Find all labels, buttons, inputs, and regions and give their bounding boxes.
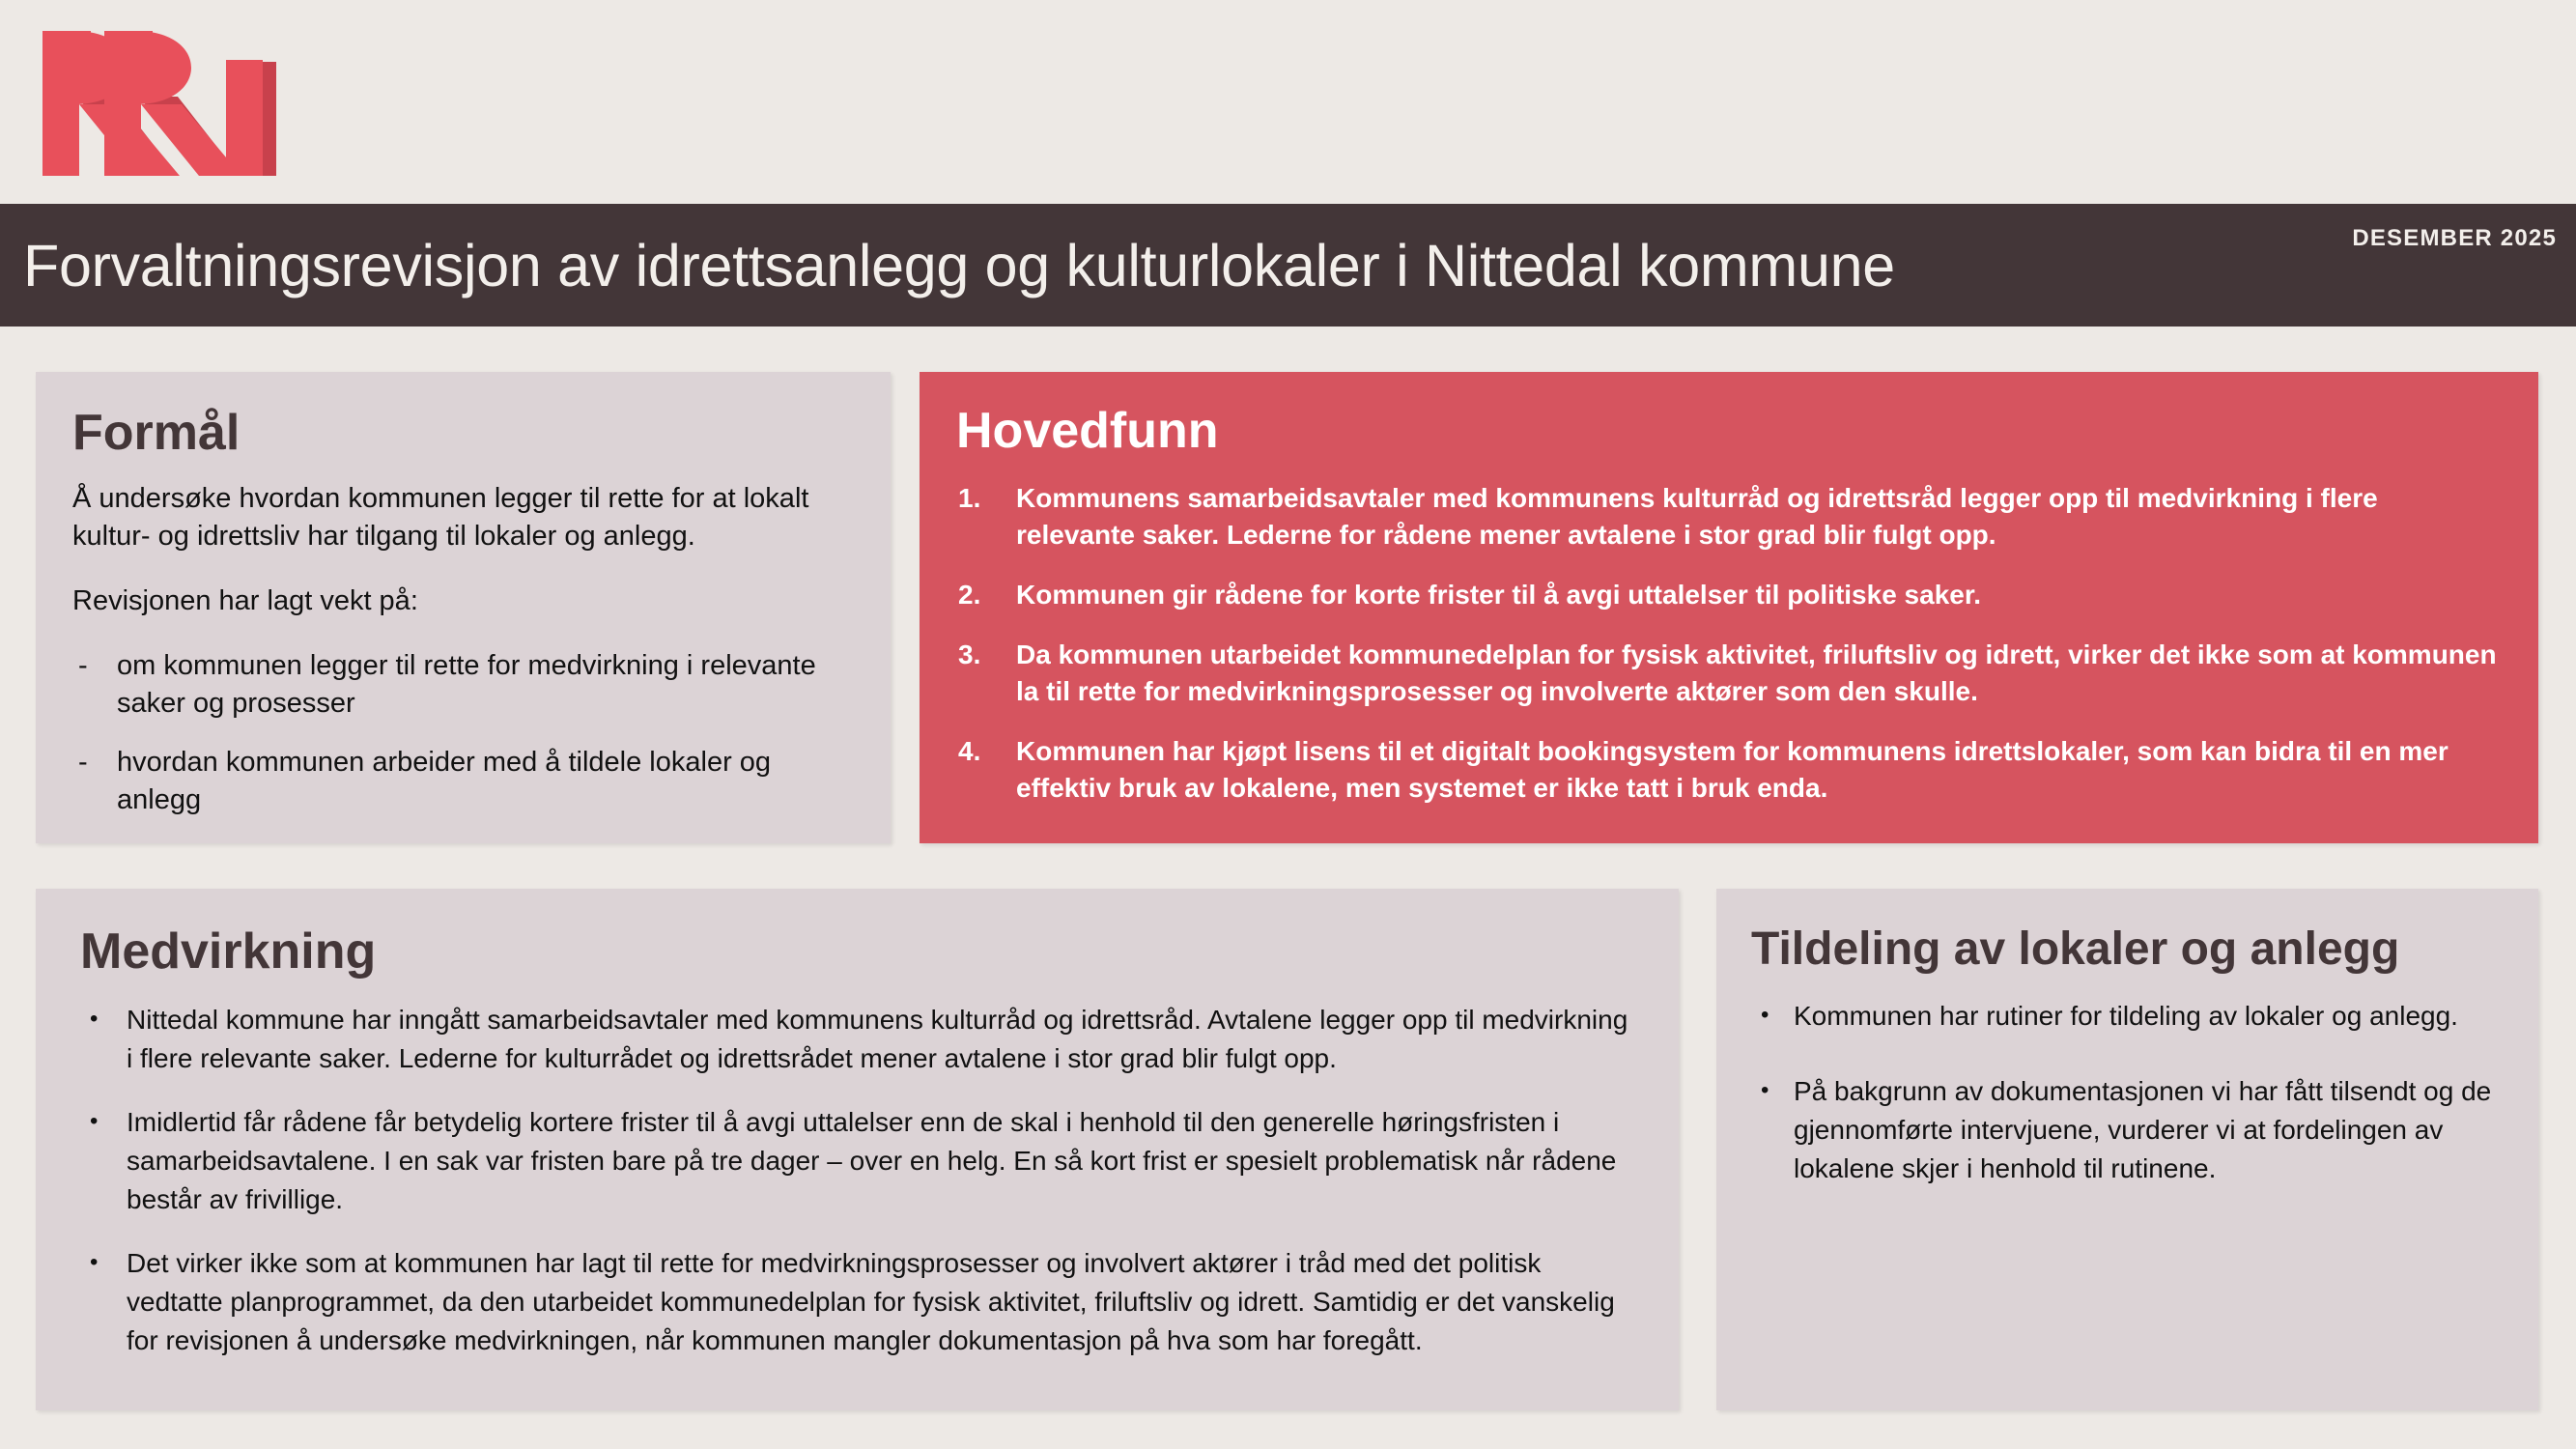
list-number: 2.	[958, 580, 981, 610]
list-item-text: På bakgrunn av dokumentasjonen vi har fått tilsendt og de gjennomførte intervjuene, vurderer vi at fordelingen av lokalene skjer i henhold til rutinene.	[1794, 1076, 2492, 1183]
hovedfunn-panel	[920, 372, 2538, 843]
bullet-marker: •	[90, 1108, 99, 1134]
list-item-text: om kommunen legger til rette for medvirkning i relevante saker og prosesser	[117, 650, 816, 719]
list-item-text: Kommunens samarbeidsavtaler med kommunens kulturråd og idrettsråd legger opp til medvirkning i flere relevante saker. Lederne for rådene mener avtalene i stor grad blir fulgt opp.	[1016, 483, 2378, 550]
hovedfunn-heading: Hovedfunn	[956, 403, 1219, 459]
formal-subintro: Revisjonen har lagt vekt på:	[72, 585, 418, 616]
list-number: 1.	[958, 483, 981, 513]
list-item-text: Imidlertid får rådene får betydelig kortere frister til å avgi uttalelser enn de skal i henhold til den generelle høringsfristen i samarbeidsavtalene. I en sak var fristen bare på tre dager – over en helg. En så kort frist er spesielt problematisk når rådene består av frivillige.	[127, 1107, 1617, 1214]
title-bar	[0, 204, 2576, 327]
formal-list	[72, 647, 854, 819]
list-item-text: Det virker ikke som at kommunen har lagt til rette for medvirkningsprosesser og involvert aktører i tråd med det politisk vedtatte planprogrammet, da den utarbeidet kommunedelplan for fysisk aktivitet, friluftsliv og idrett. Samtidig er det vanskelig for revisjonen å undersøke medvirkningen, når kommunen mangler dokumentasjon på hva som har foregått.	[127, 1248, 1615, 1355]
list-item-text: Da kommunen utarbeidet kommunedelplan for fysisk aktivitet, friluftsliv og idrett, virker det ikke som at kommunen la til rette for medvirkningsprosesser og involverte aktører som den skulle.	[1016, 639, 2497, 706]
formal-panel	[36, 372, 891, 843]
list-item	[956, 480, 2502, 554]
medvirkning-heading: Medvirkning	[80, 923, 377, 980]
rri-logo	[33, 21, 342, 185]
list-item	[1751, 997, 2500, 1036]
dash-marker: -	[78, 650, 88, 681]
list-item	[956, 577, 2502, 613]
medvirkning-panel	[36, 889, 1679, 1410]
list-item-text: hvordan kommunen arbeider med å tildele lokaler og anlegg	[117, 747, 772, 815]
list-item	[80, 1244, 1634, 1360]
medvirkning-list	[80, 1001, 1634, 1360]
list-item-text: Kommunen gir rådene for korte frister til å avgi uttalelser til politiske saker.	[1016, 580, 1981, 610]
bullet-marker: •	[1761, 1077, 1769, 1103]
list-item	[1751, 1072, 2500, 1188]
list-item-text: Nittedal kommune har inngått samarbeidsavtaler med kommunens kulturråd og idrettsråd. Avtalene legger opp til medvirkning i flere relevante saker. Lederne for kulturrådet og idrettsrådet mener avtalene i stor grad blir fulgt opp.	[127, 1005, 1628, 1073]
bullet-marker: •	[1761, 1002, 1769, 1028]
tildeling-list	[1751, 997, 2500, 1188]
dash-marker: -	[78, 747, 88, 778]
bullet-marker: •	[90, 1006, 99, 1032]
rri-logo-icon	[33, 21, 323, 181]
formal-intro: Å undersøke hvordan kommunen legger til rette for at lokalt kultur- og idrettsliv har tilgang til lokaler og anlegg.	[72, 483, 809, 552]
list-item	[72, 647, 854, 723]
tildeling-panel	[1716, 889, 2538, 1410]
list-item	[72, 744, 854, 819]
list-number: 4.	[958, 736, 981, 766]
hovedfunn-list	[956, 480, 2502, 807]
page-title: Forvaltningsrevisjon av idrettsanlegg og kulturlokaler i Nittedal kommune	[23, 233, 1895, 298]
list-item	[80, 1001, 1634, 1078]
list-item	[956, 733, 2502, 807]
list-item-text: Kommunen har kjøpt lisens til et digitalt bookingsystem for kommunens idrettslokaler, som kan bidra til en mer effektiv bruk av lokalene, men systemet er ikke tatt i bruk enda.	[1016, 736, 2449, 803]
list-item	[956, 637, 2502, 710]
formal-heading: Formål	[72, 405, 241, 461]
tildeling-heading: Tildeling av lokaler og anlegg	[1751, 923, 2400, 975]
publication-date: DESEMBER 2025	[2352, 225, 2557, 251]
list-item-text: Kommunen har rutiner for tildeling av lokaler og anlegg.	[1794, 1001, 2458, 1031]
bullet-marker: •	[90, 1249, 99, 1275]
list-item	[80, 1103, 1634, 1219]
list-number: 3.	[958, 639, 981, 669]
